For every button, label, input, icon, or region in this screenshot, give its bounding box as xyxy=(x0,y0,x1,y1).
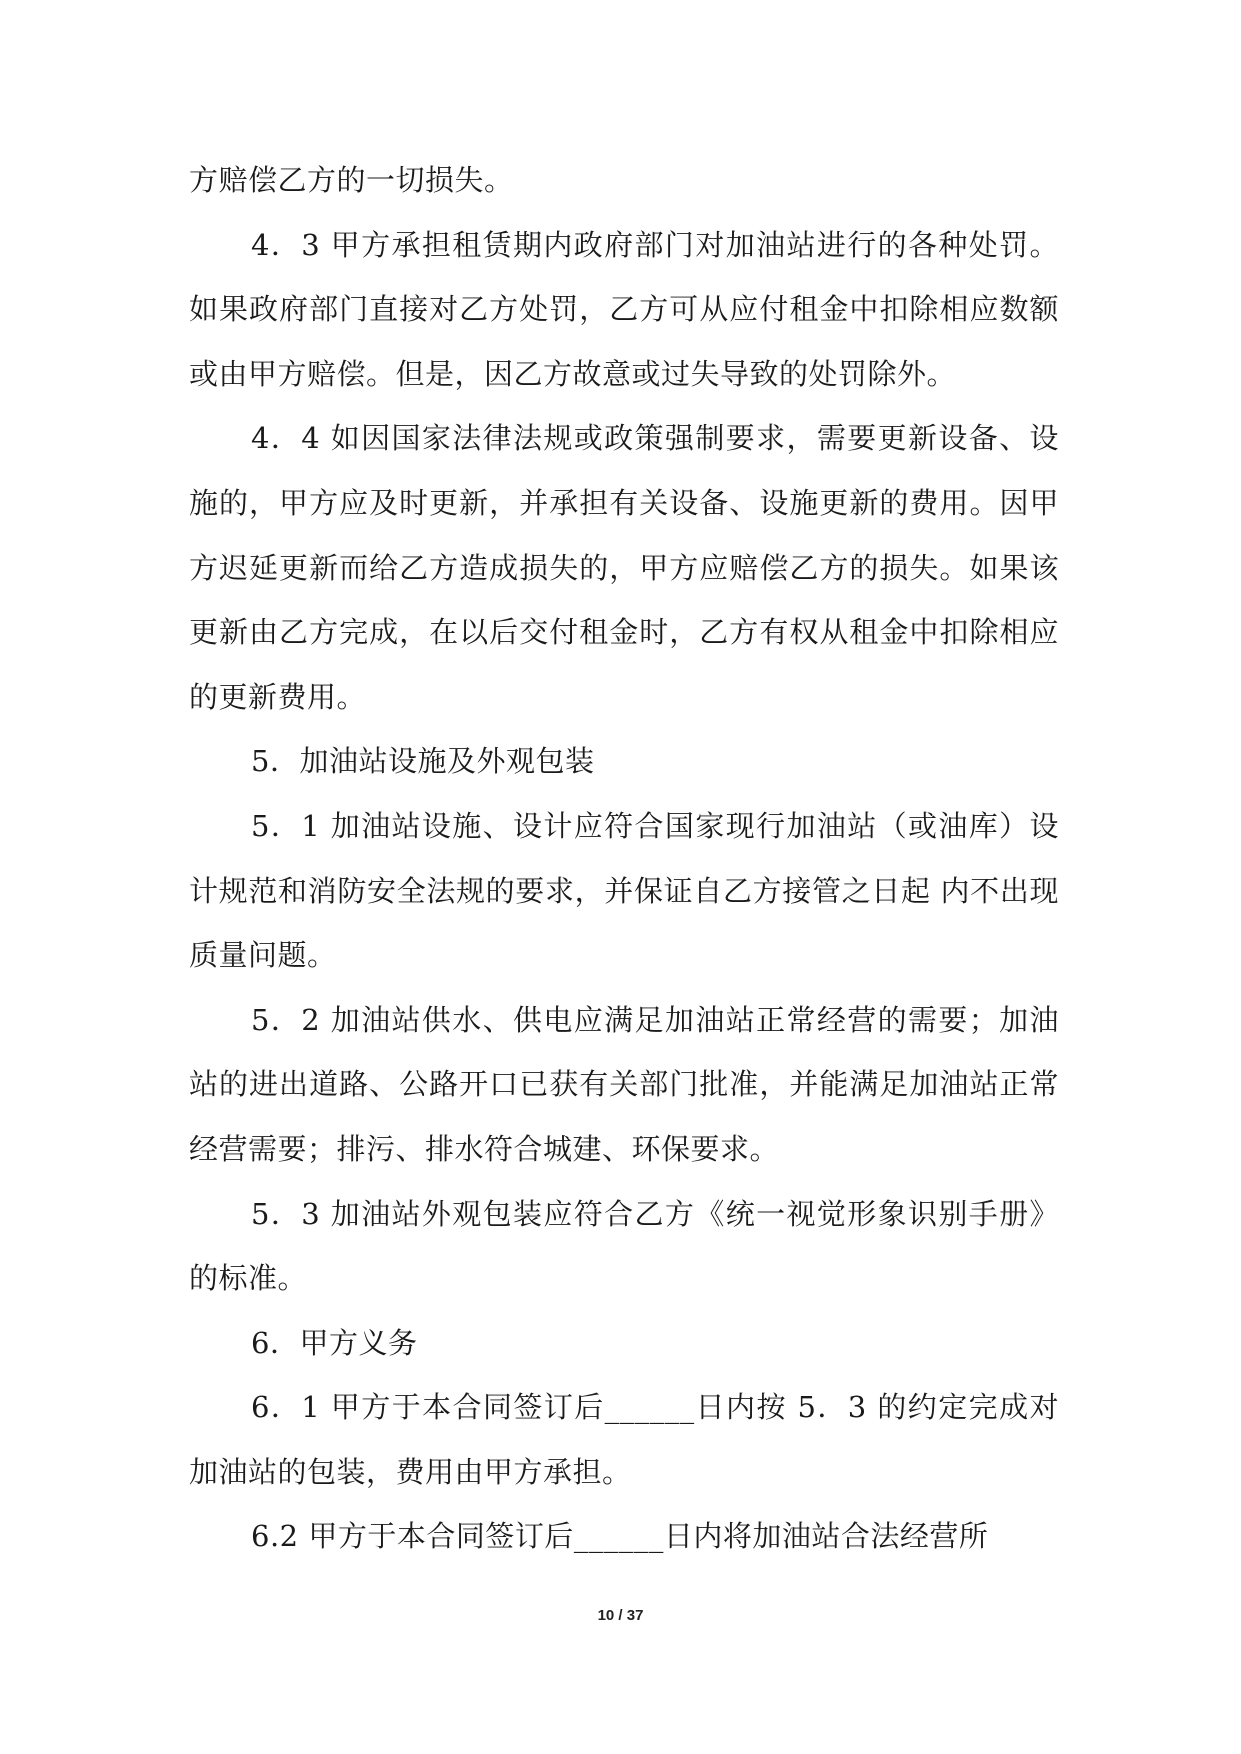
section-6-heading: 6．甲方义务 xyxy=(251,1325,418,1360)
clause-4-4: 4．4 如因国家法律法规或政策强制要求，需要更新设备、设施的，甲方应及时更新，并承担有关设备、设施更新的费用。因甲方迟延更新而给乙方造成损失的，甲方应赔偿乙方的损失。如果该更新由乙方完成，在以后交付租金时，乙方有权从租金中扣除相应的更新费用。 xyxy=(189,421,1059,714)
clause-6-2: 6.2 甲方于本合同签订后______日内将加油站合法经营所 xyxy=(251,1519,989,1554)
section-5-heading: 5．加油站设施及外观包装 xyxy=(251,744,595,779)
page-number: 10 / 37 xyxy=(597,1607,644,1624)
clause-5-3: 5．3 加油站外观包装应符合乙方《统一视觉形象识别手册》的标准。 xyxy=(189,1196,1059,1296)
clause-4-3: 4．3 甲方承担租赁期内政府部门对加油站进行的各种处罚。如果政府部门直接对乙方处罚，乙方可从应付租金中扣除相应数额或由甲方赔偿。但是，因乙方故意或过失导致的处罚除外。 xyxy=(189,227,1059,391)
clause-5-1: 5．1 加油站设施、设计应符合国家现行加油站（或油库）设计规范和消防安全法规的要求，并保证自乙方接管之日起 内不出现质量问题。 xyxy=(189,808,1059,973)
paragraph-continuation: 方赔偿乙方的一切损失。 xyxy=(189,163,514,197)
clause-6-1: 6．1 甲方于本合同签订后______日内按 5．3 的约定完成对加油站的包装，费用由甲方承担。 xyxy=(189,1390,1059,1489)
clause-5-2: 5．2 加油站供水、供电应满足加油站正常经营的需要；加油站的进出道路、公路开口已获有关部门批准，并能满足加油站正常经营需要；排污、排水符合城建、环保要求。 xyxy=(189,1002,1059,1166)
document-body xyxy=(189,148,1059,1569)
